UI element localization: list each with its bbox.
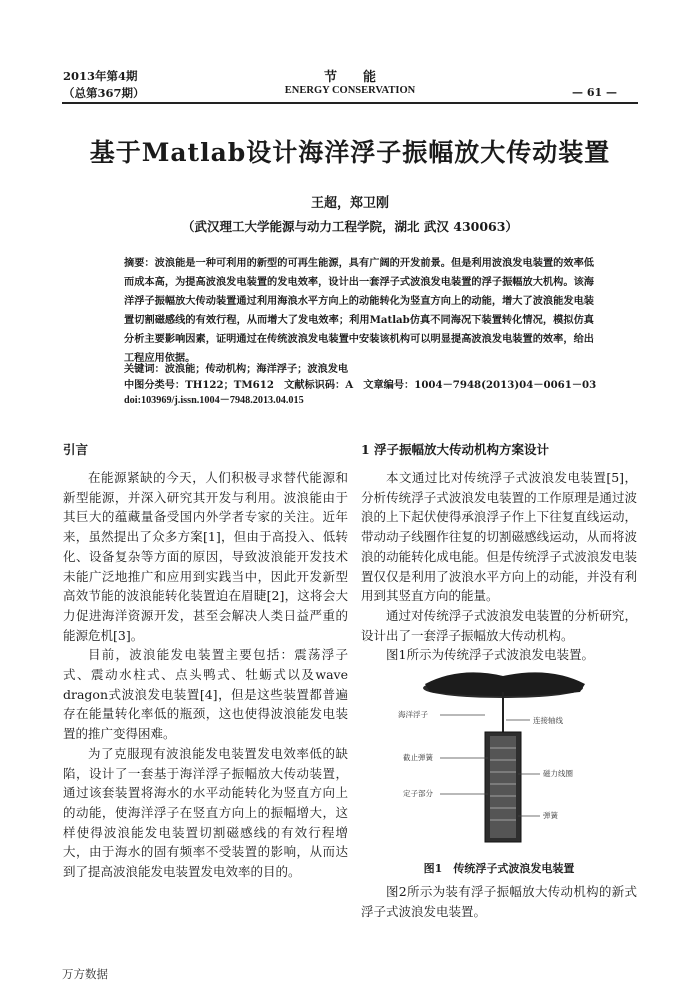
label-spring: 弹簧	[543, 811, 558, 820]
article-title: 基于Matlab设计海洋浮子振幅放大传动装置	[89, 138, 611, 167]
doi: doi:103969/j.issn.1004－7948.2013.04.015	[124, 395, 304, 406]
paragraph: 图2所示为装有浮子振幅放大传动机构的新式浮子式波浪发电装置。	[361, 884, 637, 919]
paragraph: 通过对传统浮子式波浪发电装置的分析研究，设计出了一套浮子振幅放大传动机构。	[361, 607, 637, 643]
abstract-label: 摘要：	[124, 257, 155, 269]
watermark: 万方数据	[62, 967, 108, 981]
journal-name: 节 能	[323, 70, 376, 85]
right-column-after-figure	[361, 882, 637, 921]
figure-1-caption: 图1 传统浮子式波浪发电装置	[423, 862, 575, 875]
journal-name-en: ENERGY CONSERVATION	[284, 85, 416, 96]
classification: 中图分类号：TH122；TM612 文献标识码：A 文章编号：1004－7948(2013)04－0061－03	[124, 379, 597, 391]
coil-core	[490, 736, 516, 838]
journal-total-issue: （总第367期）	[63, 86, 145, 100]
paragraph: 图1所示为传统浮子式波浪发电装置。	[386, 647, 594, 663]
journal-issue: 2013年第4期	[63, 69, 138, 83]
abstract-text: 波浪能是一种可利用的新型的可再生能源，具有广阔的开发前景。但是利用波浪发电装置的效率低而成本高，为提高波浪发电装置的发电效率，设计出一套浮子式波浪发电装置的浮子振幅放大机构。该海洋浮子振幅放大传动装置通过利用海浪水平方向上的动能转化为竖直方向上的动能，增大了波浪能发电装置切割磁感线的有效行程，从而增大了发电效率；利用Matlab仿真不同海况下装置转化情况，模拟仿真分析主要影响因素，证明通过在传统波浪发电装置中安装该机构可以明显提高波浪发电装置的效率，给出工程应用依据。	[124, 257, 594, 364]
figure-1	[400, 670, 610, 850]
label-stop-spring: 截止弹簧	[403, 753, 433, 762]
paragraph: 为了克服现有波浪能发电装置发电效率低的缺陷，设计了一套基于海洋浮子振幅放大传动装置，通过该套装置将海水的水平动能转化为竖直方向上的动能，使海洋浮子在竖直方向上的振幅增大，这样使得波浪能发电装置切割磁感线的有效行程增大，由于海水的固有频率不受装置的影响，从而达到了提高波浪能发电装置发电效率的目的。	[63, 745, 348, 880]
float-top	[425, 672, 585, 696]
label-coil: 磁力线圈	[543, 769, 573, 778]
header-rule	[62, 102, 638, 104]
left-column-body	[63, 468, 348, 882]
section-heading-1: 1 浮子振幅放大传动机构方案设计	[361, 442, 550, 457]
paragraph: 在能源紧缺的今天，人们积极寻求替代能源和新型能源，并深入研究其开发与利用。波浪能由于其巨大的蕴藏量备受国内外学者专家的关注。近年来，虽然提出了众多方案[1]，但由于高投入、低转化、设备复杂等方面的原因，导致波浪能开发技术未能广泛地推广和应用到实践当中，因此开发新型高效节能的波浪能转化装置迫在眉睫[2]，这将会大力促进海洋资源开发，甚至会解决人类日益严重的能源危机[3]。	[63, 470, 348, 643]
keywords-label: 关键词：	[124, 363, 165, 375]
label-float: 海洋浮子	[398, 710, 428, 719]
paragraph: 本文通过比对传统浮子式波浪发电装置[5]，分析传统浮子式波浪发电装置的工作原理是通过波浪的上下起伏使得承浪浮子作上下往复直线运动，带动动子线圈作往复的切割磁感线运动，从而将波浪的动能转化成电能。但是传统浮子式波浪发电装置仅仅是利用了波浪水平方向上的动能，并没有利用到其竖直方向的能量。	[361, 470, 637, 604]
keywords	[124, 361, 604, 377]
right-column-body	[361, 468, 637, 665]
article-affiliation: （武汉理工大学能源与动力工程学院，湖北 武汉 430063）	[182, 219, 518, 234]
article-authors: 王超，郑卫刚	[310, 196, 389, 211]
keywords-text: 波浪能；传动机构；海洋浮子；波浪发电	[164, 363, 349, 375]
label-shaft: 连接轴线	[533, 716, 563, 725]
section-heading-intro: 引言	[63, 442, 89, 457]
abstract	[124, 254, 594, 368]
page-number: — 61 —	[572, 86, 617, 99]
label-stator: 定子部分	[403, 789, 433, 798]
paragraph: 目前，波浪能发电装置主要包括：震荡浮子式、震动水柱式、点头鸭式、牡蛎式以及wave dragon式波浪发电装置[4]，但是这些装置都普遍存在能量转化率低的瓶颈，这也使得波浪能发电装置的推广变得困难。	[63, 647, 348, 742]
